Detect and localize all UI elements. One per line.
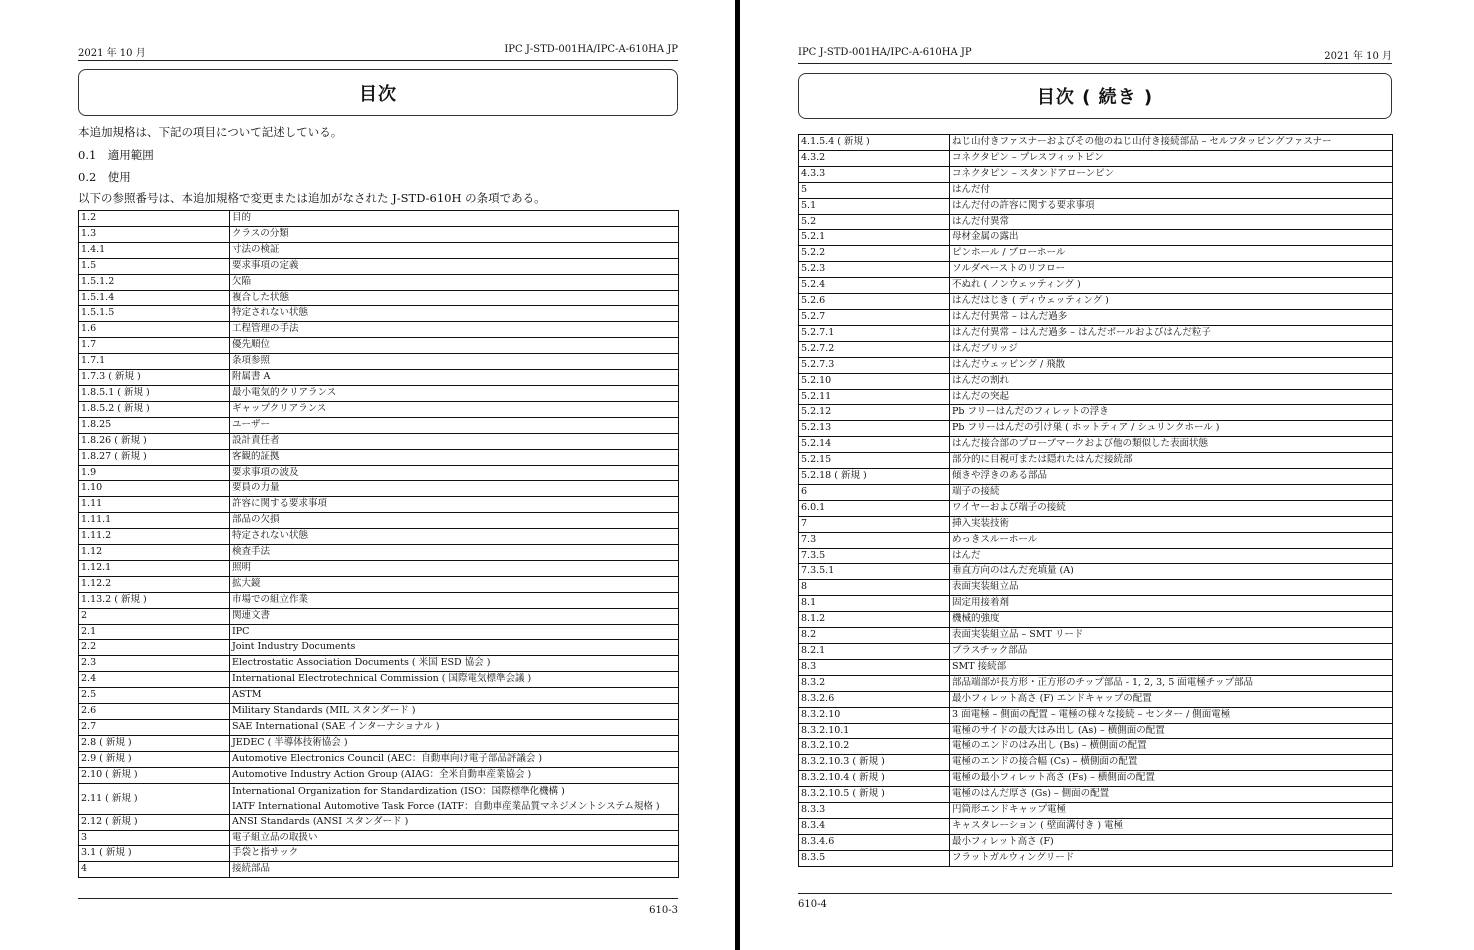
- toc-row: [79, 354, 679, 370]
- toc-section-number: 2.2: [79, 640, 230, 656]
- toc-section-title: 関連文書: [230, 608, 679, 624]
- toc-row: [79, 767, 679, 783]
- toc-section-title: ANSI Standards (ANSI スタンダード ): [230, 814, 679, 830]
- toc-section-title: 工程管理の手法: [230, 322, 679, 338]
- toc-row: [799, 389, 1393, 405]
- toc-row: [799, 166, 1393, 182]
- toc-row: [799, 834, 1393, 850]
- toc-section-number: 5.2.12: [799, 405, 950, 421]
- toc-row: [79, 258, 679, 274]
- toc-section-number: 4: [79, 862, 230, 878]
- toc-section-number: 8.3.2: [799, 675, 950, 691]
- scope-item: 0.2 使用: [78, 170, 131, 184]
- toc-section-number: 8.1.2: [799, 612, 950, 628]
- toc-section-number: 2: [79, 608, 230, 624]
- toc-row: [799, 771, 1393, 787]
- toc-section-title: 部分的に目視可または隠れたはんだ接続部: [950, 453, 1393, 469]
- toc-section-title: 特定されない状態: [230, 529, 679, 545]
- toc-row: [79, 370, 679, 386]
- toc-row: [799, 548, 1393, 564]
- toc-section-number: 7: [799, 516, 950, 532]
- toc-section-title: ピンホール / ブローホール: [950, 246, 1393, 262]
- toc-row: [79, 545, 679, 561]
- toc-section-title: 市場での組立作業: [230, 592, 679, 608]
- toc-row: [799, 691, 1393, 707]
- toc-section-title: 電極のサイドの最大はみ出し (As) – 横側面の配置: [950, 723, 1393, 739]
- toc-section-title: Pb フリーはんだのフィレットの浮き: [950, 405, 1393, 421]
- toc-section-number: 2.6: [79, 704, 230, 720]
- toc-section-number: 2.5: [79, 688, 230, 704]
- toc-section-number: 1.5.1.2: [79, 274, 230, 290]
- page-number: 610-4: [798, 899, 827, 910]
- toc-section-number: 5.2.1: [799, 230, 950, 246]
- toc-section-number: 8.2.1: [799, 644, 950, 660]
- toc-row: [799, 309, 1393, 325]
- toc-row: [799, 564, 1393, 580]
- page-title: 目次: [78, 69, 678, 116]
- toc-row: [79, 481, 679, 497]
- toc-section-title: Automotive Industry Action Group (AIAG：全米自動車産業協会 ): [230, 767, 679, 783]
- toc-section-title: めっきスルーホール: [950, 532, 1393, 548]
- toc-section-title: 最小フィレット高さ (F): [950, 834, 1393, 850]
- toc-row: [799, 850, 1393, 866]
- toc-section-number: 1.9: [79, 465, 230, 481]
- toc-row: [799, 135, 1393, 151]
- toc-row: [79, 290, 679, 306]
- toc-row: [79, 862, 679, 878]
- toc-section-title: 不ぬれ ( ノンウェッティング ): [950, 278, 1393, 294]
- toc-section-title: 最小電気的クリアランス: [230, 385, 679, 401]
- toc-table: [78, 210, 679, 878]
- toc-section-title: [230, 783, 679, 814]
- toc-section-number: 2.3: [79, 656, 230, 672]
- toc-section-title: Electrostatic Association Documents ( 米国 ESD 協会 ): [230, 656, 679, 672]
- header-doc-id: IPC J-STD-001HA/IPC-A-610HA JP: [798, 47, 972, 58]
- toc-section-number: 1.8.27 ( 新規 ): [79, 449, 230, 465]
- toc-section-title: 電極のエンドの接合幅 (Cs) – 横側面の配置: [950, 755, 1393, 771]
- toc-row: [799, 755, 1393, 771]
- toc-section-title: 検査手法: [230, 545, 679, 561]
- toc-row: [79, 656, 679, 672]
- toc-row: [79, 226, 679, 242]
- toc-row: [799, 469, 1393, 485]
- toc-section-title: 表面実装組立品 – SMT リード: [950, 628, 1393, 644]
- toc-row: [799, 707, 1393, 723]
- header-date: 2021 年 10 月: [1324, 51, 1392, 62]
- toc-row: [799, 182, 1393, 198]
- toc-row: [799, 150, 1393, 166]
- toc-row: [79, 830, 679, 846]
- toc-section-title: ソルダペーストのリフロー: [950, 262, 1393, 278]
- toc-section-number: 5.2.11: [799, 389, 950, 405]
- toc-section-title: SMT 接続部: [950, 659, 1393, 675]
- toc-row: [79, 449, 679, 465]
- toc-row: [79, 735, 679, 751]
- toc-section-number: 1.12.2: [79, 576, 230, 592]
- toc-section-title: ワイヤーおよび端子の接続: [950, 500, 1393, 516]
- toc-row: [799, 262, 1393, 278]
- toc-section-number: 2.7: [79, 720, 230, 736]
- toc-section-number: 2.11 ( 新規 ): [79, 783, 230, 814]
- toc-row: [799, 230, 1393, 246]
- toc-section-title: はんだはじき ( ディウェッティング ): [950, 294, 1393, 310]
- toc-row: [799, 659, 1393, 675]
- toc-row: [799, 803, 1393, 819]
- toc-section-title: JEDEC ( 半導体技術協会 ): [230, 735, 679, 751]
- toc-section-number: 8.3.2.10.3 ( 新規 ): [799, 755, 950, 771]
- toc-row: [799, 596, 1393, 612]
- toc-section-title: はんだの突起: [950, 389, 1393, 405]
- toc-section-number: 5.2.10: [799, 373, 950, 389]
- toc-row: [799, 198, 1393, 214]
- toc-section-number: 4.3.3: [799, 166, 950, 182]
- toc-section-number: 8.3.5: [799, 850, 950, 866]
- right-page: [740, 0, 1474, 950]
- toc-section-number: 5.2: [799, 214, 950, 230]
- toc-section-title: プラスチック部品: [950, 644, 1393, 660]
- toc-section-number: 5.2.7.1: [799, 325, 950, 341]
- toc-row: [799, 612, 1393, 628]
- toc-section-number: 3.1 ( 新規 ): [79, 846, 230, 862]
- toc-section-number: 1.6: [79, 322, 230, 338]
- toc-section-title: ユーザー: [230, 417, 679, 433]
- intro-text: 本追加規格は、下記の項目について記述している。: [78, 125, 343, 139]
- toc-row: [79, 672, 679, 688]
- toc-row: [79, 338, 679, 354]
- toc-section-title: ASTM: [230, 688, 679, 704]
- toc-row: [79, 783, 679, 814]
- toc-section-title: 複合した状態: [230, 290, 679, 306]
- toc-section-title: ギャップクリアランス: [230, 401, 679, 417]
- toc-section-title: 垂直方向のはんだ充填量 (A): [950, 564, 1393, 580]
- toc-section-number: 5.2.4: [799, 278, 950, 294]
- toc-section-number: 1.11.1: [79, 513, 230, 529]
- toc-section-title-line: IATF International Automotive Task Force (IATF：自動車産業品質マネジメントシステム規格 ): [232, 800, 660, 812]
- toc-section-number: 1.8.5.2 ( 新規 ): [79, 401, 230, 417]
- toc-section-number: 5.2.7.2: [799, 341, 950, 357]
- toc-section-number: 1.5.1.4: [79, 290, 230, 306]
- toc-row: [79, 624, 679, 640]
- toc-section-number: 2.4: [79, 672, 230, 688]
- toc-section-number: 8.3.2.10.5 ( 新規 ): [799, 787, 950, 803]
- toc-section-title: はんだウェッビング / 飛散: [950, 357, 1393, 373]
- toc-section-number: 8.3: [799, 659, 950, 675]
- toc-row: [79, 401, 679, 417]
- toc-section-number: 8: [799, 580, 950, 596]
- toc-section-title: コネクタピン – プレスフィットピン: [950, 150, 1393, 166]
- toc-row: [799, 675, 1393, 691]
- toc-section-number: 7.3.5: [799, 548, 950, 564]
- toc-row: [799, 278, 1393, 294]
- toc-row: [79, 322, 679, 338]
- toc-row: [79, 814, 679, 830]
- toc-section-title: 表面実装組立品: [950, 580, 1393, 596]
- scope-item: 0.1 適用範囲: [78, 148, 154, 162]
- toc-section-number: 5.2.7: [799, 309, 950, 325]
- toc-section-number: 1.7.1: [79, 354, 230, 370]
- toc-section-title: 電極のエンドのはみ出し (Bs) – 横側面の配置: [950, 739, 1393, 755]
- toc-section-title: はんだの割れ: [950, 373, 1393, 389]
- toc-section-title: はんだ付の許容に関する要求事項: [950, 198, 1393, 214]
- toc-section-title: Military Standards (MIL スタンダード ): [230, 704, 679, 720]
- toc-section-title: Joint Industry Documents: [230, 640, 679, 656]
- toc-row: [79, 720, 679, 736]
- toc-section-number: 1.5: [79, 258, 230, 274]
- toc-section-number: 1.10: [79, 481, 230, 497]
- toc-section-number: 8.3.2.6: [799, 691, 950, 707]
- toc-row: [79, 513, 679, 529]
- toc-section-number: 3: [79, 830, 230, 846]
- toc-section-number: 5.2.2: [799, 246, 950, 262]
- toc-section-number: 7.3.5.1: [799, 564, 950, 580]
- toc-section-title: 最小フィレット高さ (F) エンドキャップの配置: [950, 691, 1393, 707]
- toc-row: [79, 576, 679, 592]
- toc-section-number: 5.2.3: [799, 262, 950, 278]
- toc-section-number: 1.2: [79, 211, 230, 227]
- toc-row: [79, 306, 679, 322]
- toc-section-title: はんだ: [950, 548, 1393, 564]
- toc-section-number: 2.12 ( 新規 ): [79, 814, 230, 830]
- toc-row: [79, 274, 679, 290]
- toc-section-title: 円筒形エンドキャップ電極: [950, 803, 1393, 819]
- toc-section-title: 電極の最小フィレット高さ (Fs) – 横側面の配置: [950, 771, 1393, 787]
- header-rule: [78, 60, 678, 61]
- toc-section-number: 1.11.2: [79, 529, 230, 545]
- toc-section-number: 8.1: [799, 596, 950, 612]
- toc-section-title: 要員の力量: [230, 481, 679, 497]
- reference-note: 以下の参照番号は、本追加規格で変更または追加がなされた J-STD-610H の条項である。: [78, 191, 546, 205]
- toc-row: [799, 818, 1393, 834]
- toc-row: [79, 465, 679, 481]
- toc-row: [79, 433, 679, 449]
- toc-section-title: 電子組立品の取扱い: [230, 830, 679, 846]
- toc-section-number: 6.0.1: [799, 500, 950, 516]
- toc-row: [79, 417, 679, 433]
- toc-section-number: 5.1: [799, 198, 950, 214]
- toc-section-number: 5.2.18 ( 新規 ): [799, 469, 950, 485]
- toc-row: [799, 723, 1393, 739]
- toc-section-number: 2.8 ( 新規 ): [79, 735, 230, 751]
- toc-section-title: 照明: [230, 560, 679, 576]
- toc-row: [79, 704, 679, 720]
- toc-section-title: 部品の欠損: [230, 513, 679, 529]
- toc-row: [79, 529, 679, 545]
- footer-rule: [78, 898, 678, 899]
- toc-row: [799, 421, 1393, 437]
- page-title: 目次 ( 続き ): [798, 73, 1392, 119]
- toc-section-title: 電極のはんだ厚さ (Gs) – 側面の配置: [950, 787, 1393, 803]
- toc-section-number: 4.1.5.4 ( 新規 ): [799, 135, 950, 151]
- toc-row: [799, 484, 1393, 500]
- toc-section-title: 許容に関する要求事項: [230, 497, 679, 513]
- toc-section-title: 要求事項の定義: [230, 258, 679, 274]
- toc-row: [79, 497, 679, 513]
- toc-section-number: 2.9 ( 新規 ): [79, 751, 230, 767]
- toc-row: [799, 294, 1393, 310]
- toc-section-title: Automotive Electronics Council (AEC：自動車向け電子部品評議会 ): [230, 751, 679, 767]
- toc-section-title: 接続部品: [230, 862, 679, 878]
- toc-section-title: 母材金属の露出: [950, 230, 1393, 246]
- toc-row: [79, 688, 679, 704]
- toc-section-title: 目的: [230, 211, 679, 227]
- toc-section-title: ねじ山付きファスナーおよびその他のねじ山付き接続部品 – セルフタッピングファスナー: [950, 135, 1393, 151]
- toc-row: [79, 211, 679, 227]
- toc-section-title: 客観的証拠: [230, 449, 679, 465]
- page-number: 610-3: [649, 905, 678, 916]
- toc-section-number: 8.3.4: [799, 818, 950, 834]
- toc-section-number: 8.3.2.10.4 ( 新規 ): [799, 771, 950, 787]
- toc-section-title: 優先順位: [230, 338, 679, 354]
- toc-section-title: International Electrotechnical Commission ( 国際電気標準会議 ): [230, 672, 679, 688]
- toc-row: [799, 373, 1393, 389]
- left-page: [0, 0, 735, 950]
- toc-row: [799, 405, 1393, 421]
- toc-section-title: 手袋と指サック: [230, 846, 679, 862]
- header-doc-id: IPC J-STD-001HA/IPC-A-610HA JP: [504, 44, 678, 55]
- toc-section-title: フラットガルウィングリード: [950, 850, 1393, 866]
- toc-section-title: はんだ付異常 – はんだ過多 – はんだボールおよびはんだ粒子: [950, 325, 1393, 341]
- toc-section-number: 1.8.5.1 ( 新規 ): [79, 385, 230, 401]
- toc-section-number: 8.3.4.6: [799, 834, 950, 850]
- header-rule: [798, 63, 1392, 64]
- toc-section-number: 1.8.26 ( 新規 ): [79, 433, 230, 449]
- toc-section-title: IPC: [230, 624, 679, 640]
- toc-section-title: Pb フリーはんだの引け巣 ( ホットティア / シュリンクホール ): [950, 421, 1393, 437]
- toc-table: [798, 134, 1393, 867]
- toc-section-title: SAE International (SAE インターナショナル ): [230, 720, 679, 736]
- toc-row: [79, 608, 679, 624]
- toc-section-number: 1.4.1: [79, 242, 230, 258]
- toc-section-title: はんだ付異常: [950, 214, 1393, 230]
- toc-section-title: 部品端部が長方形・正方形のチップ部品 - 1, 2, 3, 5 面電極チップ部品: [950, 675, 1393, 691]
- toc-section-number: 8.3.2.10.2: [799, 739, 950, 755]
- toc-section-number: 5.2.13: [799, 421, 950, 437]
- toc-row: [799, 580, 1393, 596]
- toc-section-number: 2.10 ( 新規 ): [79, 767, 230, 783]
- toc-section-number: 5: [799, 182, 950, 198]
- toc-row: [799, 500, 1393, 516]
- toc-row: [799, 357, 1393, 373]
- toc-row: [799, 516, 1393, 532]
- toc-section-title: はんだブリッジ: [950, 341, 1393, 357]
- toc-section-number: 5.2.14: [799, 437, 950, 453]
- toc-section-title: 挿入実装技術: [950, 516, 1393, 532]
- toc-section-title: 設計責任者: [230, 433, 679, 449]
- toc-section-title: はんだ接合部のプローブマークおよび他の類似した表面状態: [950, 437, 1393, 453]
- toc-section-number: 1.11: [79, 497, 230, 513]
- toc-section-title: はんだ付: [950, 182, 1393, 198]
- toc-section-title: 要求事項の波及: [230, 465, 679, 481]
- toc-section-number: 1.13.2 ( 新規 ): [79, 592, 230, 608]
- toc-row: [799, 453, 1393, 469]
- toc-section-title: 3 面電極 – 側面の配置 – 電極の様々な接続 – センター / 側面電極: [950, 707, 1393, 723]
- toc-section-number: 8.3.3: [799, 803, 950, 819]
- toc-section-title: 附属書 A: [230, 370, 679, 386]
- toc-row: [79, 592, 679, 608]
- toc-section-title: クラスの分類: [230, 226, 679, 242]
- toc-section-title: 条項参照: [230, 354, 679, 370]
- toc-section-title: 特定されない状態: [230, 306, 679, 322]
- toc-section-number: 2.1: [79, 624, 230, 640]
- toc-section-title: 機械的強度: [950, 612, 1393, 628]
- toc-section-title: キャスタレーション ( 壁面溝付き ) 電極: [950, 818, 1393, 834]
- toc-section-number: 5.2.6: [799, 294, 950, 310]
- header-date: 2021 年 10 月: [78, 48, 146, 59]
- toc-section-title: 欠陥: [230, 274, 679, 290]
- toc-section-number: 8.2: [799, 628, 950, 644]
- toc-row: [799, 532, 1393, 548]
- toc-row: [799, 246, 1393, 262]
- toc-row: [799, 214, 1393, 230]
- toc-row: [799, 628, 1393, 644]
- toc-section-number: 7.3: [799, 532, 950, 548]
- toc-section-number: 1.8.25: [79, 417, 230, 433]
- toc-section-number: 4.3.2: [799, 150, 950, 166]
- toc-section-title: 拡大鏡: [230, 576, 679, 592]
- toc-row: [79, 385, 679, 401]
- toc-row: [79, 846, 679, 862]
- toc-section-title-line: International Organization for Standardization (ISO：国際標準化機構 ): [232, 785, 565, 797]
- toc-row: [79, 242, 679, 258]
- toc-section-title: 端子の接続: [950, 484, 1393, 500]
- toc-section-title: 傾きや浮きのある部品: [950, 469, 1393, 485]
- toc-section-number: 1.7.3 ( 新規 ): [79, 370, 230, 386]
- toc-section-number: 1.7: [79, 338, 230, 354]
- toc-row: [799, 437, 1393, 453]
- toc-section-number: 8.3.2.10.1: [799, 723, 950, 739]
- toc-section-title: コネクタピン – スタンドアローンピン: [950, 166, 1393, 182]
- toc-section-number: 5.2.7.3: [799, 357, 950, 373]
- toc-section-number: 6: [799, 484, 950, 500]
- toc-section-number: 1.12.1: [79, 560, 230, 576]
- toc-row: [799, 644, 1393, 660]
- toc-section-number: 1.5.1.5: [79, 306, 230, 322]
- toc-row: [79, 640, 679, 656]
- toc-section-number: 1.3: [79, 226, 230, 242]
- toc-row: [799, 341, 1393, 357]
- toc-section-title: はんだ付異常 – はんだ過多: [950, 309, 1393, 325]
- toc-row: [79, 751, 679, 767]
- toc-row: [799, 787, 1393, 803]
- toc-row: [79, 560, 679, 576]
- toc-section-number: 8.3.2.10: [799, 707, 950, 723]
- toc-row: [799, 325, 1393, 341]
- toc-section-number: 1.12: [79, 545, 230, 561]
- toc-section-number: 5.2.15: [799, 453, 950, 469]
- footer-rule: [798, 893, 1392, 894]
- toc-section-title: 寸法の検証: [230, 242, 679, 258]
- toc-row: [799, 739, 1393, 755]
- toc-section-title: 固定用接着剤: [950, 596, 1393, 612]
